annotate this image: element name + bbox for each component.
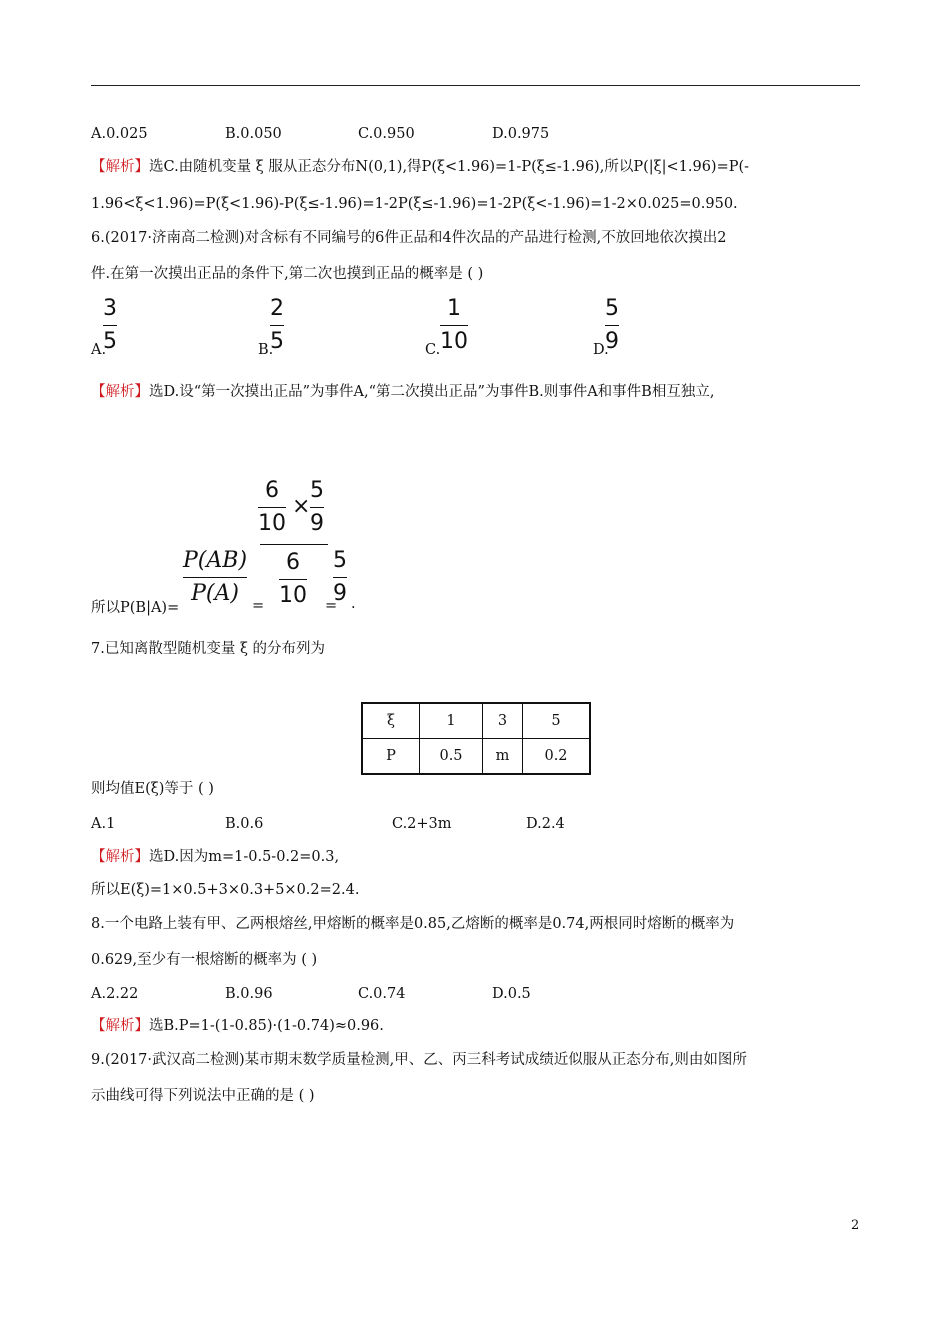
analysis-tag: 【解析】: [91, 159, 149, 175]
q9-stem-line2: 示曲线可得下列说法中正确的是 ( ): [91, 1088, 315, 1104]
q8-option-c: C.0.74: [358, 986, 406, 1002]
conditional-prob-fraction: P(AB) P(A): [183, 548, 248, 606]
q5-option-d: D.0.975: [492, 126, 550, 142]
times-sign: ×: [292, 494, 311, 519]
table-cell: P: [362, 739, 420, 775]
analysis-tag: 【解析】: [91, 384, 149, 400]
table-cell: 0.5: [420, 739, 483, 775]
analysis-tag: 【解析】: [91, 849, 149, 865]
table-cell: 0.2: [523, 739, 591, 775]
page-number: 2: [851, 1218, 860, 1233]
table-cell: 1: [420, 703, 483, 739]
distribution-table: [361, 702, 591, 775]
q8-stem-line2: 0.629,至少有一根熔断的概率为 ( ): [91, 952, 318, 968]
q7-option-d: D.2.4: [526, 816, 565, 832]
q8-option-a: A.2.22: [91, 986, 139, 1002]
q6-option-a-fraction: 3 5: [103, 296, 117, 354]
table-row: [362, 703, 590, 739]
q6-stem-line1: 6.(2017·济南高二检测)对含标有不同编号的6件正品和4件次品的产品进行检测,不放回地依次摸出2: [91, 230, 727, 246]
q7-option-b: B.0.6: [225, 816, 264, 832]
result-fraction: 5 9: [333, 548, 347, 606]
numerator-fraction-2: 5 9: [310, 478, 324, 536]
q6-option-d-fraction: 5 9: [605, 296, 619, 354]
q5-analysis-line2: 1.96<ξ<1.96)=P(ξ<1.96)-P(ξ≤-1.96)=1-2P(ξ≤-1.96)=1-2P(ξ<-1.96)=1-2×0.025=0.950.: [91, 196, 738, 212]
q6-option-b-fraction: 2 5: [270, 296, 284, 354]
denominator-fraction: 6 10: [279, 550, 307, 608]
equals-sign-2: =: [325, 598, 338, 614]
q6-option-c-letter: C.: [425, 342, 441, 358]
header-rule: [91, 85, 860, 86]
analysis-tag: 【解析】: [91, 1018, 149, 1034]
q6-formula-prefix: 所以P(B|A)=: [91, 600, 180, 616]
q6-option-a-letter: A.: [91, 342, 107, 358]
q8-option-b: B.0.96: [225, 986, 273, 1002]
q6-stem-line2: 件.在第一次摸出正品的条件下,第二次也摸到正品的概率是 ( ): [91, 266, 484, 282]
q6-option-b-letter: B.: [258, 342, 274, 358]
table-cell: 5: [523, 703, 591, 739]
q7-option-a: A.1: [91, 816, 116, 832]
formula-period: .: [351, 596, 356, 612]
q7-stem: 7.已知离散型随机变量 ξ 的分布列为: [91, 641, 326, 657]
table-row: [362, 739, 590, 775]
q6-option-c-fraction: 1 10: [440, 296, 468, 354]
numerator-fraction-1: 6 10: [258, 478, 286, 536]
main-fraction-bar: [260, 544, 328, 545]
table-cell: ξ: [362, 703, 420, 739]
q6-option-d-letter: D.: [593, 342, 609, 358]
q6-analysis-line1: 【解析】选D.设“第一次摸出正品”为事件A,“第二次摸出正品”为事件B.则事件A和事件B相互独立,: [91, 384, 715, 400]
q7-option-c: C.2+3m: [392, 816, 452, 832]
q5-option-a: A.0.025: [91, 126, 148, 142]
q9-stem-line1: 9.(2017·武汉高二检测)某市期末数学质量检测,甲、乙、丙三科考试成绩近似服从正态分布,则由如图所: [91, 1052, 747, 1068]
q5-option-b: B.0.050: [225, 126, 282, 142]
q5-analysis-line1: 【解析】选C.由随机变量 ξ 服从正态分布N(0,1),得P(ξ<1.96)=1-P(ξ≤-1.96),所以P(|ξ|<1.96)=P(-: [91, 159, 750, 175]
q7-question: 则均值E(ξ)等于 ( ): [91, 781, 214, 797]
q7-analysis-line1: 【解析】选D.因为m=1-0.5-0.2=0.3,: [91, 849, 340, 865]
table-cell: m: [483, 739, 523, 775]
q8-analysis-line1: 【解析】选B.P=1-(1-0.85)·(1-0.74)≈0.96.: [91, 1018, 384, 1034]
q8-option-d: D.0.5: [492, 986, 531, 1002]
q7-analysis-line2: 所以E(ξ)=1×0.5+3×0.3+5×0.2=2.4.: [91, 882, 360, 898]
q5-option-c: C.0.950: [358, 126, 415, 142]
table-cell: 3: [483, 703, 523, 739]
q8-stem-line1: 8.一个电路上装有甲、乙两根熔丝,甲熔断的概率是0.85,乙熔断的概率是0.74,两根同时熔断的概率为: [91, 916, 735, 932]
equals-sign-1: =: [252, 598, 265, 614]
